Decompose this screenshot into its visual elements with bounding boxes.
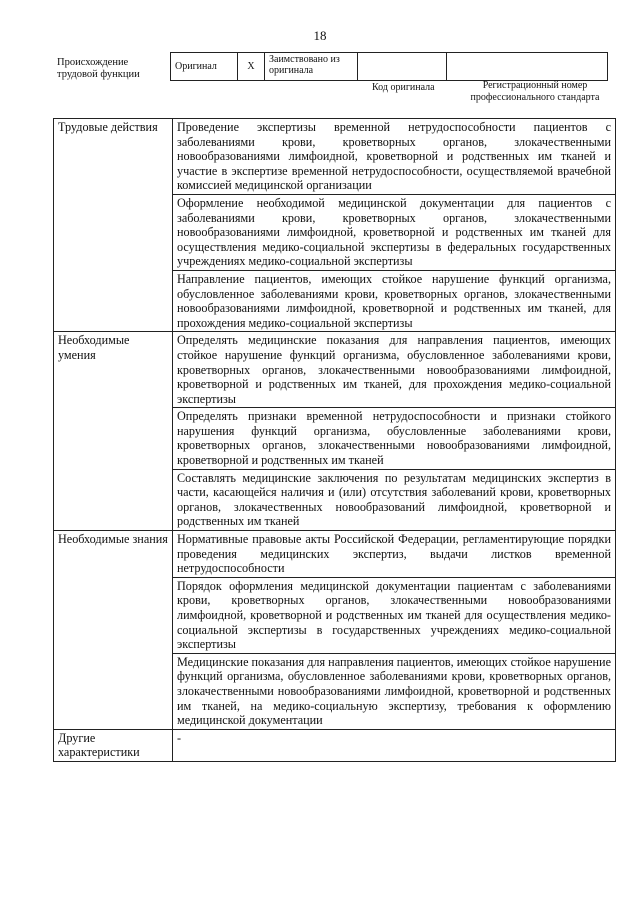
borrowed-cell: Заимствовано из оригинала <box>265 53 358 81</box>
table-row <box>54 119 616 195</box>
function-table <box>53 118 616 762</box>
table-cell: Определять медицинские показания для направления пациентов, имеющих стойкое нарушение функций организма, обусловленное заболеваниями крови, кроветворных органов, злокачественными новообразованиями лимфоидной, кроветворной и родственных им тканей, для прохождения медико-социальной экспертизы <box>173 332 616 408</box>
code-caption: Код оригинала <box>372 82 435 93</box>
table-cell: Медицинские показания для направления пациентов, имеющих стойкое нарушение функций организма, обусловленное заболеваниями крови, кроветворных органов, злокачественными новообразованиями лимфоидной, кроветворной и родственных им тканей, на медико-социальную экспертизу, требования к оформлению медицинской документации <box>173 653 616 729</box>
section-label: Другие характеристики <box>54 729 173 761</box>
origin-label: Происхождение трудовой функции <box>57 57 140 80</box>
table-cell: Составлять медицинские заключения по результатам медицинских экспертиз в части, касающейся наличия и (или) отсутствия заболеваний крови, кроветворных органов, злокачественных новообразований лимфоидной, кроветворной и родственных им тканей <box>173 469 616 530</box>
section-label: Необходимые знания <box>54 531 173 730</box>
registration-caption: Регистрационный номер профессионального стандарта <box>470 80 600 103</box>
table-cell: Определять признаки временной нетрудоспособности и признаки стойкого нарушения функций организма, обусловленные заболеваниями крови, кроветворных органов, злокачественными новообразованиями лимфоидной, кроветворной и родственных им тканей <box>173 408 616 469</box>
table-row <box>54 531 616 578</box>
section-label: Трудовые действия <box>54 119 173 332</box>
registration-number-cell <box>447 53 608 81</box>
table-row <box>54 729 616 761</box>
table-cell: Оформление необходимой медицинской документации для пациентов с заболеваниями крови, кроветворных органов, злокачественными новообразованиями лимфоидной, кроветворной и родственных им тканей для осуществления медико-социальной экспертизы в федеральных государственных учреждениях медико-социальной экспертизы <box>173 194 616 270</box>
page-number: 18 <box>313 28 327 43</box>
table-cell: Проведение экспертизы временной нетрудоспособности пациентов с заболеваниями крови, кроветворных органов, злокачественными новообразованиями лимфоидной, кроветворной и родственных им тканей и участие в экспертизе временной нетрудоспособности, осуществляемой врачебной комиссией медицинской организации <box>173 119 616 195</box>
table-row <box>54 332 616 408</box>
original-cell: Оригинал <box>171 53 238 81</box>
section-label: Необходимые умения <box>54 332 173 531</box>
origin-table <box>170 52 608 81</box>
original-mark: X <box>238 53 265 81</box>
table-cell: - <box>173 729 616 761</box>
original-code-cell <box>358 53 447 81</box>
table-cell: Порядок оформления медицинской документации пациентам с заболеваниями крови, кроветворных органов, злокачественными новообразованиями лимфоидной, кроветворной и родственных им тканей для осуществления медико-социальной экспертизы в государственных учреждениях медико-социальной экспертизы <box>173 577 616 653</box>
table-cell: Направление пациентов, имеющих стойкое нарушение функций организма, обусловленное заболеваниями крови, кроветворных органов, злокачественными новообразованиями лимфоидной, кроветворной и родственных им тканей, для прохождения медико-социальной экспертизы <box>173 270 616 331</box>
table-cell: Нормативные правовые акты Российской Федерации, регламентирующие порядки проведения медицинских экспертиз, выдачи листков временной нетрудоспособности <box>173 531 616 578</box>
